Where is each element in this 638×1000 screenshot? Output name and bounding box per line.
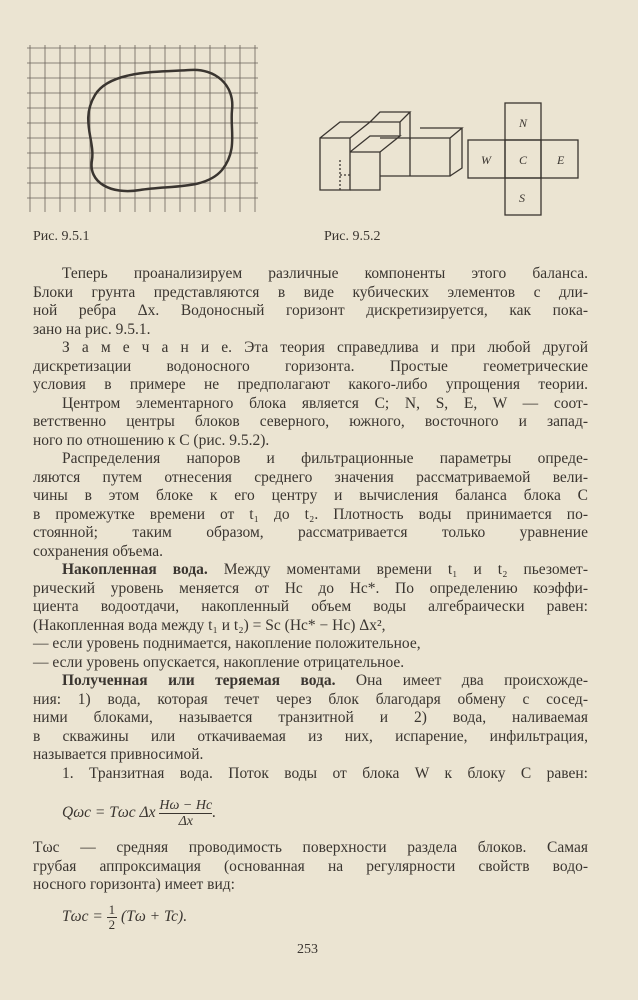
line-text: в промежутке времени от t₁ до t₂. Плотность воды принимается по-: [33, 505, 588, 523]
text-line: [33, 432, 588, 450]
line-text: ной ребра Δx. Водоносный горизонт дискретизируется, как пока-: [33, 302, 588, 319]
line-text: Tωc — средняя проводимость поверхности раздела блоков. Самая: [33, 839, 588, 856]
line-text: — если уровень поднимается, накопление положительное,: [33, 635, 421, 652]
line-text: Между моментами времени t₁ и t₂ пьезомет-: [207, 561, 588, 578]
text-line: [33, 487, 588, 505]
text-line: [62, 265, 588, 283]
text-line: [62, 672, 588, 690]
text-line: [33, 524, 588, 542]
formula2-lhs: Tωc =: [62, 908, 103, 926]
line-text: Центром элементарного блока является C; N, S, E, W — соот-: [62, 394, 588, 412]
text-line: [33, 746, 588, 764]
text-line: [33, 413, 588, 431]
formula2-numerator: 1: [108, 902, 116, 917]
run-in-heading: Полученная или теряемая вода.: [62, 672, 336, 689]
line-text: рический уровень меняется от Hc до Hc*. По определению коэффи-: [33, 579, 588, 597]
line-text: З а м е ч а н и е. Эта теория справедлива и при любой другой: [62, 339, 588, 356]
text-line: [33, 358, 588, 376]
text-line: [62, 561, 588, 579]
line-text: стоянной; таким образом, рассматривается только уравнение: [33, 524, 588, 541]
line-text: Теперь проанализируем различные компоненты этого баланса.: [62, 265, 588, 282]
label-s: S: [519, 191, 525, 205]
text-line: [33, 506, 588, 524]
line-text: 1. Транзитная вода. Поток воды от блока W к блоку C равен:: [62, 764, 588, 782]
text-line: [33, 617, 588, 635]
line-text: ветственно центры блоков северного, южного, восточного и запад-: [33, 413, 588, 430]
line-text: зано на рис. 9.5.1.: [33, 320, 151, 338]
line-text: сохранения объема.: [33, 542, 163, 560]
formula2-rhs: (Tω + Tc).: [121, 908, 188, 926]
label-n: N: [519, 116, 528, 130]
formula-lhs: Qωc = Tωc Δx: [62, 804, 156, 822]
page-number: 253: [297, 942, 318, 957]
figure-9-5-2-cubes: [310, 100, 470, 205]
text-line: [33, 469, 588, 487]
formula-flow: [62, 798, 216, 829]
line-text: — если уровень опускается, накопление отрицательное.: [33, 653, 405, 671]
text-line: [33, 598, 588, 616]
line-text: грубая аппроксимация (основанная на регулярности свойств водо-: [33, 857, 588, 875]
text-line: [33, 580, 588, 598]
text-line: [33, 858, 588, 876]
aquifer-boundary: [88, 70, 232, 191]
text-line: [62, 450, 588, 468]
label-w: W: [481, 153, 491, 167]
text-line: [33, 839, 588, 857]
line-text: циента водоотдачи, накопленный объем воды алгебраически равен:: [33, 598, 588, 615]
text-line: [33, 691, 588, 709]
text-line: [62, 765, 588, 783]
figure-caption-9-5-1: Рис. 9.5.1: [33, 229, 90, 244]
line-text: носного горизонта) имеет вид:: [33, 876, 235, 893]
text-line: [33, 321, 588, 339]
figure-9-5-2-cross-diagram: [465, 100, 585, 220]
line-text: (Накопленная вода между t₁ и t₂) = Sc (Hc* − Hc) Δx²,: [33, 616, 386, 634]
label-c: C: [519, 153, 528, 167]
line-text: называется привносимой.: [33, 746, 204, 763]
text-line: [33, 876, 588, 894]
text-line: [62, 339, 588, 357]
line-text: дискретизации водоносного горизонта. Простые геометрические: [33, 357, 588, 375]
formula-denominator: Δx: [178, 814, 194, 829]
line-text: ного по отношению к C (рис. 9.5.2).: [33, 431, 270, 449]
text-line: [33, 376, 588, 394]
line-text: ляются путем отнесения среднего значения рассматриваемой вели-: [33, 468, 588, 486]
text-line: [33, 654, 588, 672]
text-line: [33, 635, 588, 653]
figure-caption-9-5-2: Рис. 9.5.2: [324, 229, 381, 244]
label-e: E: [557, 153, 565, 167]
line-text: ними блоками, называется транзитной и 2) вода, наливаемая: [33, 709, 588, 726]
line-text: Распределения напоров и фильтрационные параметры опреде-: [62, 450, 588, 467]
formula2-denominator: 2: [108, 917, 116, 932]
line-text: Она имеет два происхожде-: [335, 672, 588, 689]
line-text: Блоки грунта представляются в виде кубических элементов с дли-: [33, 283, 588, 301]
formula-end: .: [212, 804, 217, 822]
line-text: в скважины или откачиваемая из них, испарение, инфильтрация,: [33, 727, 588, 745]
text-line: [33, 302, 588, 320]
run-in-heading: Накопленная вода.: [62, 561, 208, 578]
formula-numerator: Hω − Hc: [159, 798, 213, 813]
formula-transmissivity: [62, 903, 187, 932]
text-line: [33, 543, 588, 561]
line-text: чины в этом блоке к его центру и вычисления баланса блока C: [33, 487, 588, 504]
line-text: условия в примере не предполагают какого-либо упрощения теории.: [33, 376, 588, 393]
text-line: [33, 728, 588, 746]
text-line: [62, 395, 588, 413]
text-line: [33, 709, 588, 727]
text-line: [33, 284, 588, 302]
line-text: ния: 1) вода, которая течет через блок благодаря обмену с сосед-: [33, 690, 588, 708]
